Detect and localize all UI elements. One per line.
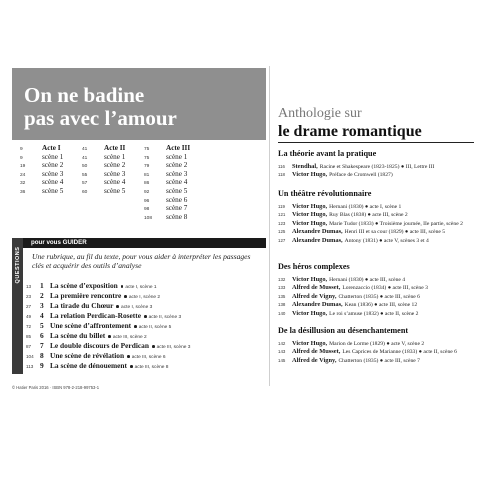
guide-item-ref-text: acte II, scène 3 [148,315,182,320]
entry-work: Chatterton (1835) ● acte III, scène 6 [338,293,420,300]
title-banner [12,68,266,140]
entry-author: Victor Hugo, [292,203,328,210]
entry-work: Marion de Lorme (1829) ● acte V, scène 2 [329,341,425,347]
guide-item-ref-text: acte III, scène 3 [156,345,191,350]
toc-page-number: 75 [144,147,150,152]
toc-scene-label: scène 3 [166,169,188,178]
anthology-entry [278,216,474,227]
toc-page-number: 75 [144,155,150,161]
guide-item-page: 27 [26,304,32,309]
guide-item-page: 113 [26,364,34,369]
guide-item-number: 5 [40,321,44,330]
entry-author: Victor Hugo, [292,171,328,179]
guide-item [26,298,266,308]
toc-column-act-2 [82,144,125,196]
toc-page-number: 86 [144,181,150,187]
toc-act-heading [144,144,190,153]
guide-item-ref-text: acte I, scène 1 [125,285,157,290]
toc-page-number: 41 [82,147,88,152]
entry-work: Marie Tudor (1833) ● Troisième journée, IIe partie, scène 2 [329,220,463,227]
anthology-entry [278,272,474,283]
toc-scene-entry [20,161,63,170]
toc-page-number: 9 [20,155,23,161]
toc-scene-label: scène 4 [166,178,188,187]
guide-item-page: 49 [26,314,32,319]
toc-scene-label: scène 5 [166,186,188,195]
guide-item-ref [130,365,168,370]
anthology-title-line-1: Anthologie sur [278,106,362,121]
anthology-section [278,149,474,179]
guide-item-page: 72 [26,324,32,329]
toc-scene-label: scène 2 [42,161,64,170]
guide-header-label: pour vous GUIDER [31,239,87,246]
toc-act-label: Acte I [42,144,61,152]
toc-page-number: 92 [144,189,150,195]
toc-scene-entry [144,187,190,196]
guide-item-page: 85 [26,334,32,339]
entry-page: 132 [278,277,286,282]
guide-item [26,278,266,288]
toc-scene-entry [82,170,125,179]
toc-page-number: 98 [144,207,150,213]
toc-scene-label: scène 5 [104,186,126,195]
entry-author: Alfred de Musset, [292,284,341,292]
toc-scene-entry [144,178,190,187]
anthology-entry [278,336,474,347]
toc-scene-entry [20,178,63,187]
questions-tab-label: QUESTIONS [15,246,21,284]
toc-page-number: 24 [20,172,26,178]
guide-item-title: La scène de dénouement [50,361,127,370]
guide-item-title: La scène d’exposition [50,281,118,290]
entry-page: 145 [278,357,286,363]
entry-page: 125 [278,229,286,235]
anthology-entry [278,289,474,300]
entry-author: Victor Hugo, [292,309,328,317]
toc-page-number: 41 [82,155,88,161]
toc-act-heading [20,144,63,153]
book-title-line-2: pas avec l’amour [24,106,177,130]
toc-scene-entry [20,170,63,179]
guide-item-page: 23 [26,294,32,299]
anthology-entry [278,297,474,309]
entry-author: Alfred de Vigny, [292,356,337,364]
toc-act-heading [82,144,125,153]
guide-header [23,238,266,248]
guide-intro: Une rubrique, au fil du texte, pour vous aider à interpréter les passages clés et acquérir des outils d’analyse [32,252,251,270]
entry-work: Ruy Blas (1838) ● acte III, scène 2 [329,212,408,219]
toc-scene-entry [144,170,190,179]
toc-scene-label: scène 5 [42,186,64,195]
guide-item [26,308,266,318]
copyright: © Hatier Paris 2016 · ISBN 978-2-218-99753-1 [12,385,100,390]
toc-page-number: 96 [144,198,150,204]
toc-page-number: 60 [82,189,88,195]
guide-item-number: 6 [40,331,44,340]
toc-page-number: 50 [82,164,88,170]
toc-act-label: Acte II [104,144,126,152]
toc-scene-label: scène 3 [42,169,64,178]
guide-item-ref-text: acte I, scène 2 [128,295,161,300]
toc-scene-label: scène 7 [166,204,188,213]
anthology-entry [278,167,474,179]
toc-page-number: 32 [20,181,26,187]
toc-act-label: Acte III [166,144,191,152]
entry-page: 140 [278,310,286,316]
toc-page-number: 19 [20,164,26,170]
guide-list [26,278,266,368]
entry-work: Chatterton (1835) ● acte III, scène 7 [338,357,420,364]
entry-page: 133 [278,285,286,291]
guide-item-title: Le double discours de Perdican [50,341,149,350]
toc-page-number: 108 [144,215,153,221]
guide-item [26,318,266,328]
entry-work: Henri III et sa cour (1829) ● acte III, scène 5 [344,229,446,236]
anthology-entry [278,199,474,210]
toc-scene-entry [20,153,63,162]
toc-column-act-1 [20,144,63,196]
anthology-entry [278,207,474,219]
guide-box [12,238,266,378]
toc-page-number: 36 [20,189,26,195]
anthology-entry [278,306,474,317]
left-page [12,68,266,378]
entry-work: Racine et Shakespeare (1823-1825) ● III, Lettre III [319,164,435,170]
anthology-title-line-2: le drame romantique [278,123,422,140]
entry-author: Alexandre Dumas, [292,301,343,309]
entry-page: 135 [278,293,286,299]
entry-work: Antony (1831) ● acte V, scènes 3 et 4 [344,237,429,244]
toc-scene-label: scène 2 [166,161,188,170]
questions-tab [12,238,23,374]
entry-page: 138 [278,302,286,308]
anthology-section [278,189,474,244]
entry-author: Alfred de Musset, [292,348,341,356]
entry-page: 123 [278,220,286,226]
toc-scene-label: scène 2 [104,161,126,170]
section-title: La théorie avant la pratique [278,149,377,158]
toc-scene-entry [82,161,125,170]
entry-page: 142 [278,341,286,346]
toc-scene-entry [144,161,190,170]
title-rule [278,142,474,143]
toc-scene-entry [82,153,125,162]
guide-item-title: Une scène de révélation [50,351,125,360]
entry-author: Victor Hugo, [292,211,328,219]
entry-author: Victor Hugo, [292,340,328,347]
toc-scene-label: scène 3 [104,169,126,178]
toc-scene-label: scène 1 [104,152,126,161]
entry-author: Alfred de Vigny, [292,292,337,300]
anthology-entry [278,159,474,170]
anthology-section [278,326,474,364]
guide-item [26,328,266,338]
guide-item-ref-text: acte III, scène 2 [112,335,147,340]
book-title-line-1: On ne badine [24,83,145,107]
guide-item [26,358,266,368]
toc-column-act-3 [144,144,190,221]
toc-scene-label: scène 1 [166,152,188,161]
entry-work: Hernani (1830) ● acte I, scène 1 [329,204,402,210]
toc-scene-entry [144,196,190,205]
entry-page: 118 [278,172,285,178]
guide-item-title: La première rencontre [50,291,122,300]
toc-scene-entry [82,187,125,196]
anthology-entry [278,280,474,292]
toc-page-number: 81 [144,172,150,178]
entry-author: Alexandre Dumas, [292,228,343,236]
anthology-entry [278,344,474,356]
section-title: Un théâtre révolutionnaire [278,189,372,198]
guide-item-number: 9 [40,361,44,370]
entry-work: Hernani (1830) ● acte III, scène 4 [329,277,406,283]
guide-item-ref-text: acte II, scène 5 [138,325,172,330]
guide-item-ref-text: acte III, scène 8 [134,365,169,370]
guide-item [26,338,266,348]
guide-item-number: 2 [40,291,44,300]
entry-page: 127 [278,237,286,243]
entry-work: Kean (1836) ● acte III, scène 12 [344,302,418,309]
toc-scene-entry [144,213,190,222]
entry-author: Stendhal, [292,163,318,170]
toc-scene-label: scène 1 [42,152,64,161]
entry-page: 116 [278,164,285,169]
guide-item-title: La relation Perdican-Rosette [50,311,141,320]
toc-scene-entry [20,187,63,196]
page-gutter [269,66,270,386]
toc-page-number: 9 [20,147,23,152]
entry-author: Victor Hugo, [292,276,328,283]
anthology-entry [278,224,474,236]
guide-item-number: 1 [40,281,44,290]
entry-page: 121 [278,212,286,218]
toc-scene-entry [144,204,190,213]
entry-work: Les Caprices de Marianne (1833) ● acte II, scène 6 [342,349,457,356]
guide-item-number: 8 [40,351,44,360]
toc-scene-label: scène 8 [166,212,188,221]
guide-item [26,288,266,298]
toc-scene-entry [144,153,190,162]
anthology-section [278,262,474,317]
entry-work: Lorenzaccio (1834) ● acte III, scène 3 [342,285,428,292]
entry-page: 143 [278,349,286,355]
toc-scene-entry [82,178,125,187]
entry-work: Le roi s’amuse (1832) ● acte II, scène 2 [329,310,419,317]
guide-item-page: 104 [26,354,34,359]
entry-author: Alexandre Dumas, [292,236,343,244]
toc-page-number: 57 [82,181,88,187]
guide-item-number: 4 [40,311,44,320]
guide-item-title: Une scène d’affrontement [50,321,132,330]
section-title: De la désillusion au désenchantement [278,326,409,335]
guide-item-title: La tirade du Chœur [50,301,114,310]
guide-item-ref-text: acte III, scène 6 [131,355,166,360]
toc-scene-label: scène 4 [42,178,64,187]
entry-author: Victor Hugo, [292,219,328,227]
toc-scene-label: scène 4 [104,178,126,187]
right-page [278,68,478,368]
toc-page-number: 55 [82,172,88,178]
section-title: Des héros complexes [278,262,350,271]
toc-page-number: 79 [144,164,150,170]
entry-page: 119 [278,204,285,209]
guide-item-number: 3 [40,301,44,310]
guide-item-ref-text: acte I, scène 3 [121,305,153,310]
bullet-icon [130,365,133,368]
guide-item-number: 7 [40,341,44,350]
guide-item-title: La scène du billet [50,331,106,340]
guide-item [26,348,266,358]
entry-work: Préface de Cromwell (1827) [329,172,393,179]
guide-item-page: 13 [26,284,32,289]
guide-item-page: 87 [26,344,32,349]
toc-scene-label: scène 6 [166,195,188,204]
